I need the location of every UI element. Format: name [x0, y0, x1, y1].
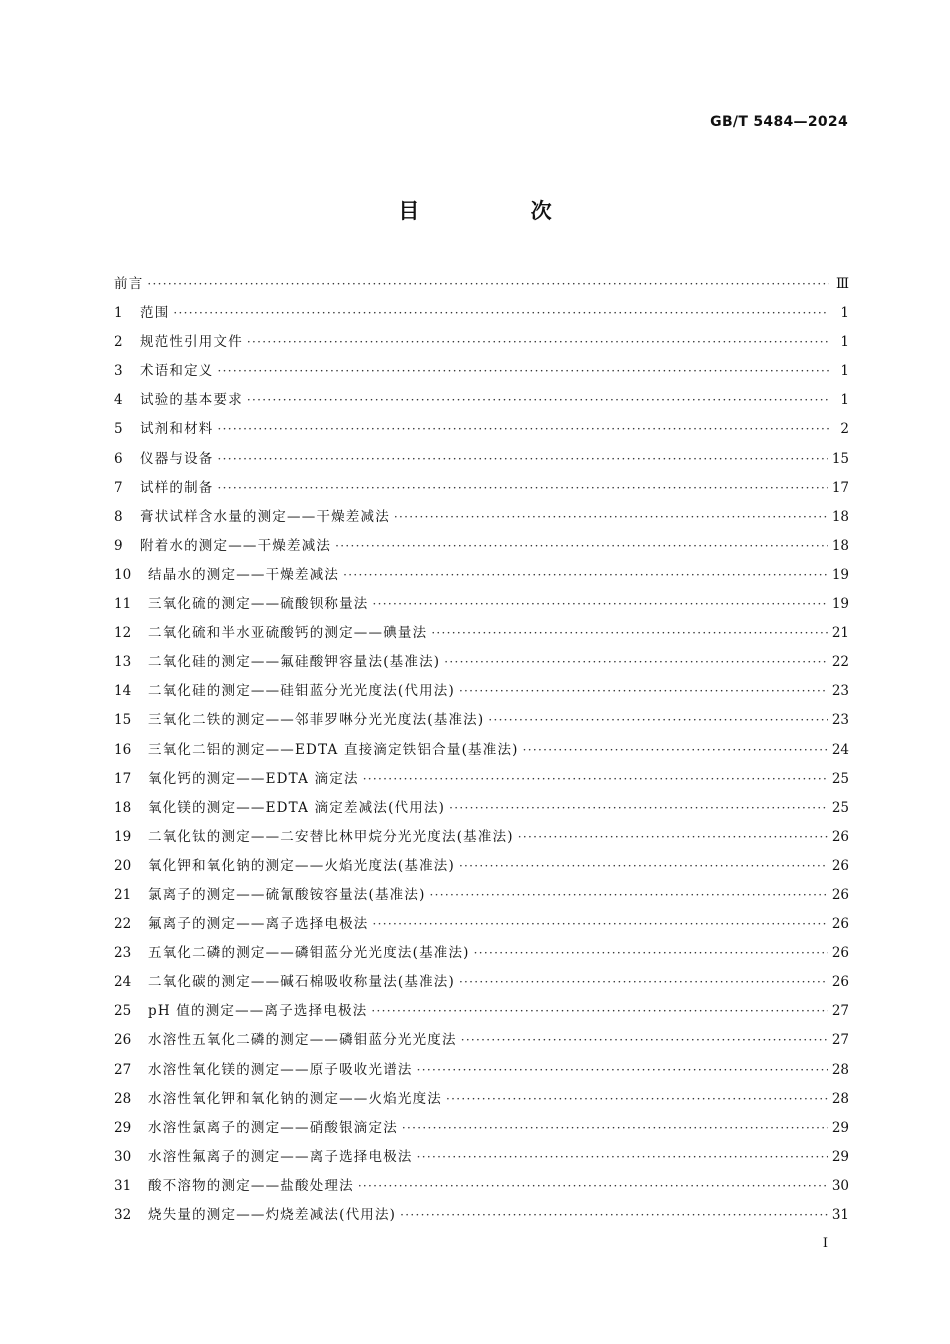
dot-leader: [218, 415, 830, 444]
dot-leader: [394, 503, 828, 532]
toc-entry[interactable]: [114, 503, 849, 532]
dot-leader: [402, 1114, 828, 1143]
toc-entry[interactable]: [114, 648, 849, 677]
toc-entry-page: 25: [831, 770, 849, 787]
toc-entry[interactable]: [114, 1085, 849, 1114]
toc-entry-number: 22: [114, 916, 132, 933]
toc-entry[interactable]: [114, 1143, 849, 1172]
toc-entry[interactable]: [114, 823, 849, 852]
toc-entry-label: 前言: [114, 276, 144, 292]
toc-entry-page: 29: [831, 1148, 849, 1165]
toc-entry-page: 26: [831, 945, 849, 962]
toc-entry[interactable]: [114, 1172, 849, 1201]
toc-entry-number: 3: [114, 363, 123, 380]
toc-entry-number: 10: [114, 566, 132, 583]
toc-entry-number: 27: [114, 1061, 132, 1078]
toc-entry[interactable]: [114, 561, 849, 590]
dot-leader: [358, 1172, 828, 1201]
toc-entry-label: 范围: [140, 305, 170, 322]
toc-entry-page: Ⅲ: [835, 276, 849, 292]
toc-entry-number: 20: [114, 857, 132, 874]
toc-entry[interactable]: [114, 1026, 849, 1055]
toc-entry-page: 15: [831, 450, 849, 467]
dot-leader: [218, 445, 828, 474]
toc-entry[interactable]: [114, 997, 849, 1026]
dot-leader: [417, 1143, 828, 1172]
toc-entry-number: 25: [114, 1003, 132, 1020]
toc-entry-page: 2: [840, 421, 849, 438]
toc-entry-page: 22: [831, 654, 849, 671]
footer-page-number: I: [822, 1236, 828, 1251]
dot-leader: [147, 270, 829, 299]
toc-entry-number: 17: [114, 770, 132, 787]
toc-entry-label: 五氧化二磷的测定——磷钼蓝分光光度法(基准法): [148, 945, 470, 962]
dot-leader: [400, 1201, 828, 1230]
toc-entry-number: 18: [114, 799, 132, 816]
toc-entry-number: 9: [114, 537, 123, 554]
toc-entry-page: 26: [831, 886, 849, 903]
toc-entry-label: 二氧化硫和半水亚硫酸钙的测定——碘量法: [148, 625, 428, 642]
table-of-contents: [114, 270, 849, 1230]
toc-entry-label: 试剂和材料: [140, 421, 214, 438]
dot-leader: [430, 881, 828, 910]
toc-entry[interactable]: [114, 939, 849, 968]
toc-entry[interactable]: [114, 415, 849, 444]
toc-entry-label: 酸不溶物的测定——盐酸处理法: [148, 1177, 354, 1194]
toc-entry-page: 26: [831, 974, 849, 991]
toc-entry-page: 17: [831, 479, 849, 496]
dot-leader: [461, 1026, 828, 1055]
toc-entry-label: 二氧化碳的测定——碱石棉吸收称量法(基准法): [148, 974, 455, 991]
toc-entry[interactable]: [114, 706, 849, 735]
toc-entry-number: 15: [114, 712, 132, 729]
toc-entry-label: 三氧化二铝的测定——EDTA 直接滴定铁铝合量(基准法): [148, 741, 519, 758]
toc-entry-label: 仪器与设备: [140, 450, 214, 467]
toc-entry-page: 30: [831, 1177, 849, 1194]
toc-entry-page: 19: [831, 566, 849, 583]
toc-entry-label: 氧化钾和氧化钠的测定——火焰光度法(基准法): [148, 857, 455, 874]
dot-leader: [518, 823, 828, 852]
toc-entry-label: 水溶性氧化钾和氧化钠的测定——火焰光度法: [148, 1090, 442, 1107]
toc-entry-page: 18: [831, 508, 849, 525]
dot-leader: [488, 706, 827, 735]
toc-entry-number: 2: [114, 334, 123, 351]
toc-entry-label: 水溶性氟离子的测定——离子选择电极法: [148, 1148, 413, 1165]
dot-leader: [173, 299, 829, 328]
dot-leader: [459, 968, 828, 997]
dot-leader: [444, 648, 828, 677]
toc-entry[interactable]: [114, 736, 849, 765]
toc-entry-page: 23: [831, 712, 849, 729]
toc-entry-number: 11: [114, 596, 132, 613]
toc-entry-page: 23: [831, 683, 849, 700]
toc-entry[interactable]: [114, 270, 849, 299]
toc-entry[interactable]: [114, 881, 849, 910]
toc-entry-label: 水溶性氧化镁的测定——原子吸收光谱法: [148, 1061, 413, 1078]
toc-entry-number: 16: [114, 741, 132, 758]
dot-leader: [417, 1056, 828, 1085]
toc-entry-number: 26: [114, 1032, 132, 1049]
toc-entry-label: 氯离子的测定——硫氰酸铵容量法(基准法): [148, 886, 426, 903]
dot-leader: [363, 765, 828, 794]
toc-entry-page: 1: [840, 392, 849, 409]
dot-leader: [459, 852, 828, 881]
dot-leader: [247, 386, 829, 415]
toc-entry-page: 18: [831, 537, 849, 554]
toc-entry[interactable]: [114, 765, 849, 794]
dot-leader: [459, 677, 828, 706]
toc-entry-page: 29: [831, 1119, 849, 1136]
toc-entry-number: 1: [114, 305, 123, 322]
toc-entry-label: 膏状试样含水量的测定——干燥差减法: [140, 508, 390, 525]
toc-entry-page: 19: [831, 596, 849, 613]
toc-entry[interactable]: [114, 386, 849, 415]
toc-entry-page: 28: [831, 1061, 849, 1078]
toc-entry[interactable]: [114, 474, 849, 503]
toc-entry-label: 氟离子的测定——离子选择电极法: [148, 916, 369, 933]
toc-entry-label: 氧化钙的测定——EDTA 滴定法: [148, 770, 359, 787]
toc-entry-label: 烧失量的测定——灼烧差减法(代用法): [148, 1207, 397, 1223]
toc-entry-label: 水溶性氯离子的测定——硝酸银滴定法: [148, 1119, 398, 1136]
dot-leader: [373, 910, 828, 939]
toc-entry-label: 术语和定义: [140, 363, 214, 380]
toc-entry-number: 30: [114, 1148, 132, 1165]
toc-entry-number: 12: [114, 625, 132, 642]
toc-entry-label: 规范性引用文件: [140, 334, 243, 351]
toc-entry-label: 附着水的测定——干燥差减法: [140, 537, 332, 554]
toc-entry-number: 29: [114, 1119, 132, 1136]
toc-entry[interactable]: [114, 1201, 849, 1230]
toc-entry[interactable]: [114, 532, 849, 561]
toc-entry[interactable]: [114, 1056, 849, 1085]
dot-leader: [431, 619, 828, 648]
toc-entry-number: 24: [114, 974, 132, 991]
dot-leader: [373, 590, 828, 619]
dot-leader: [474, 939, 828, 968]
toc-entry-number: 23: [114, 945, 132, 962]
toc-entry-label: 结晶水的测定——干燥差减法: [148, 566, 340, 583]
toc-entry-label: 试验的基本要求: [140, 392, 243, 409]
dot-leader: [371, 997, 827, 1026]
toc-entry[interactable]: [114, 852, 849, 881]
toc-entry-number: 8: [114, 508, 123, 525]
toc-entry-page: 1: [840, 334, 849, 351]
toc-entry[interactable]: [114, 328, 849, 357]
toc-entry-page: 25: [831, 799, 849, 816]
toc-entry-number: 28: [114, 1090, 132, 1107]
toc-entry[interactable]: [114, 1114, 849, 1143]
toc-entry-number: 14: [114, 683, 132, 700]
toc-entry[interactable]: [114, 619, 849, 648]
toc-entry-label: 二氧化硅的测定——硅钼蓝分光光度法(代用法): [148, 683, 455, 700]
toc-entry-page: 26: [831, 857, 849, 874]
toc-entry-page: 24: [831, 741, 849, 758]
dot-leader: [446, 1085, 828, 1114]
toc-entry-number: 7: [114, 479, 123, 496]
dot-leader: [247, 328, 829, 357]
toc-entry-page: 31: [831, 1207, 849, 1223]
dot-leader: [218, 474, 828, 503]
standard-code: GB/T 5484—2024: [710, 114, 848, 130]
toc-entry[interactable]: [114, 445, 849, 474]
toc-entry-page: 28: [831, 1090, 849, 1107]
toc-entry-page: 21: [831, 625, 849, 642]
toc-entry-label: 试样的制备: [140, 479, 214, 496]
toc-entry-number: 31: [114, 1177, 132, 1194]
toc-entry-label: 三氧化二铁的测定——邻菲罗啉分光光度法(基准法): [148, 712, 485, 729]
toc-entry-page: 1: [840, 305, 849, 322]
toc-entry-label: 二氧化钛的测定——二安替比林甲烷分光光度法(基准法): [148, 828, 514, 845]
toc-entry[interactable]: [114, 968, 849, 997]
dot-leader: [523, 736, 828, 765]
toc-entry-label: pH 值的测定——离子选择电极法: [148, 1003, 368, 1020]
toc-entry-number: 32: [114, 1207, 132, 1223]
toc-entry[interactable]: [114, 357, 849, 386]
dot-leader: [335, 532, 828, 561]
page-title: 目 次: [398, 199, 604, 223]
toc-entry-page: 27: [831, 1032, 849, 1049]
toc-entry-number: 4: [114, 392, 123, 409]
toc-entry-number: 19: [114, 828, 132, 845]
toc-entry[interactable]: [114, 910, 849, 939]
toc-entry[interactable]: [114, 299, 849, 328]
toc-entry-label: 二氧化硅的测定——氟硅酸钾容量法(基准法): [148, 654, 441, 671]
toc-entry[interactable]: [114, 677, 849, 706]
toc-entry-page: 26: [831, 828, 849, 845]
toc-entry-page: 27: [831, 1003, 849, 1020]
toc-entry-number: 13: [114, 654, 132, 671]
toc-entry-label: 水溶性五氧化二磷的测定——磷钼蓝分光光度法: [148, 1032, 457, 1049]
toc-entry-number: 5: [114, 421, 123, 438]
dot-leader: [218, 357, 830, 386]
toc-entry[interactable]: [114, 590, 849, 619]
dot-leader: [343, 561, 828, 590]
toc-entry-label: 三氧化硫的测定——硫酸钡称量法: [148, 596, 369, 613]
toc-entry-number: 6: [114, 450, 123, 467]
toc-entry-page: 1: [840, 363, 849, 380]
toc-entry-number: 21: [114, 886, 132, 903]
toc-entry-label: 氧化镁的测定——EDTA 滴定差减法(代用法): [148, 799, 446, 816]
toc-entry[interactable]: [114, 794, 849, 823]
toc-entry-page: 26: [831, 916, 849, 933]
dot-leader: [449, 794, 828, 823]
